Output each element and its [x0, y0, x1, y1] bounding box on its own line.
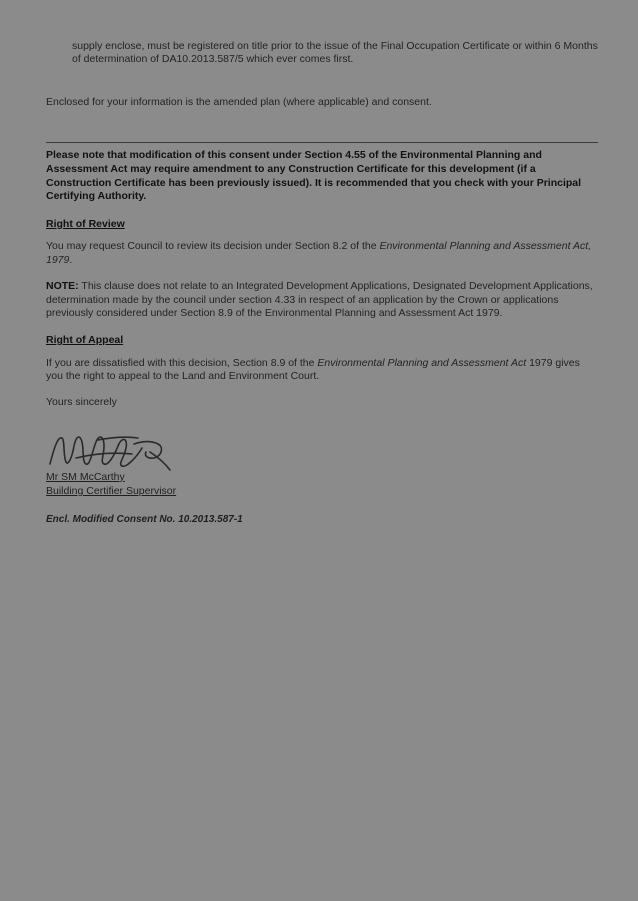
right-of-appeal-paragraph: [46, 357, 598, 384]
appeal-act-title: Environmental Planning and Assessment Act: [317, 356, 527, 369]
spacer: [46, 80, 598, 96]
signatory-title: Building Certifier Supervisor: [46, 485, 177, 498]
spacer: [46, 122, 598, 138]
review-text-suffix: .: [69, 253, 73, 266]
appeal-text-prefix: If you are dissatisfied with this decision, Section 8.9 of the: [46, 356, 318, 369]
right-of-review-heading: Right of Review: [46, 217, 125, 230]
review-text-prefix: You may request Council to review its decision under Section 8.2 of the: [46, 240, 380, 253]
note-text: This clause does not relate to an Integrated Development Applications, Designated Development Applications, determination made by the council under section 4.33 in respect of an application by the Crown or applications previously considered under Section 8.9 of the Environmental Planning and Assessment Act 1979.: [46, 280, 593, 320]
sign-off: Yours sincerely: [46, 396, 117, 409]
signature-icon: [46, 428, 176, 472]
appeal-text-suffix: 1979 gives you the right to appeal to the Land and Environment Court.: [46, 356, 580, 382]
review-act-title: Environmental Planning and Assessment Act, 1979: [46, 240, 592, 266]
horizontal-rule: [46, 142, 598, 143]
note-label: NOTE:: [46, 280, 79, 293]
modification-note: Please note that modification of this consent under Section 4.55 of the Environmental Planning and Assessment Act may require amendment to any Construction Certificate for this development (if a Construction Certificate has been previously issued). It is recommended that you check with your Principal Certifying Authority.: [46, 149, 582, 203]
signatory-name: Mr SM McCarthy: [46, 470, 125, 483]
enclosed-paragraph: Enclosed for your information is the amended plan (where applicable) and consent.: [46, 95, 432, 108]
enclosure-line: Encl. Modified Consent No. 10.2013.587-1: [46, 514, 243, 526]
right-of-review-paragraph: [46, 240, 598, 267]
signature: [46, 428, 598, 468]
document-body: [46, 40, 598, 537]
right-of-appeal-heading: Right of Appeal: [46, 334, 124, 347]
top-paragraph: supply enclose, must be registered on title prior to the issue of the Final Occupation Certificate or within 6 Months of determination of DA10.2013.587/5 which ever comes first.: [72, 40, 598, 66]
right-of-review-note: [46, 280, 598, 321]
